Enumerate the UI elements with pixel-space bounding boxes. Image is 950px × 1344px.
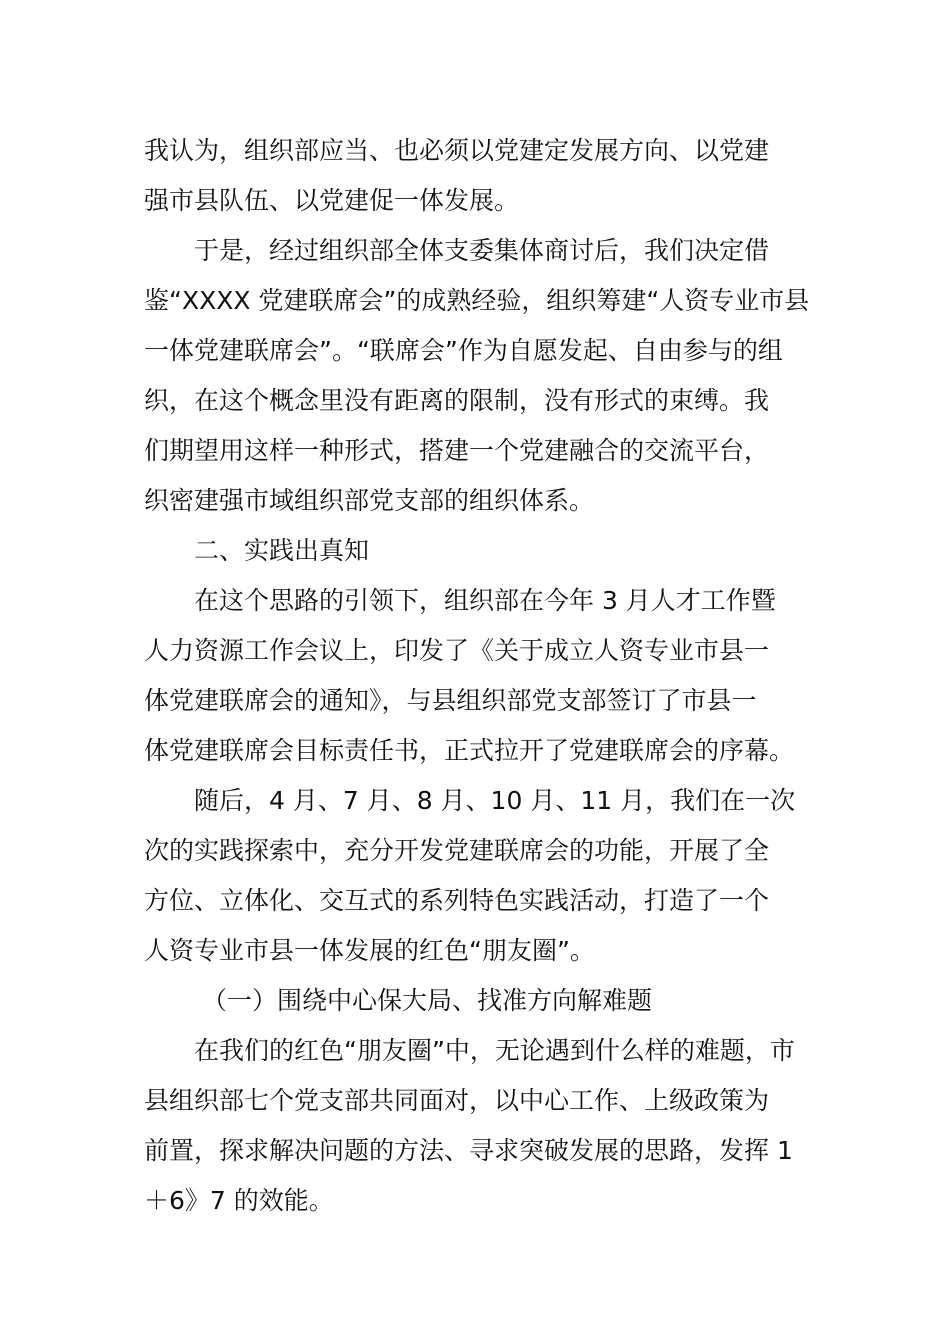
text-line: 县组织部七个党支部共同面对，以中心工作、上级政策为 <box>144 1086 770 1115</box>
text-line: 人力资源工作会议上，印发了《关于成立人资专业市县一 <box>144 636 770 665</box>
document-body <box>144 126 809 1226</box>
text-line: 我认为，组织部应当、也必须以党建定发展方向、以党建 <box>144 136 770 165</box>
subsection-heading: （一）围绕中心保大局、找准方向解难题 <box>202 986 653 1015</box>
text-line: 次的实践探索中，充分开发党建联席会的功能，开展了全 <box>144 836 770 865</box>
text-line: 织密建强市域组织部党支部的组织体系。 <box>144 486 595 515</box>
text-line: 随后，4 月、7 月、8 月、10 月、11 月，我们在一次 <box>194 786 796 815</box>
text-line: 体党建联席会目标责任书，正式拉开了党建联席会的序幕。 <box>144 736 795 765</box>
text-line: 体党建联席会的通知》，与县组织部党支部签订了市县一 <box>144 686 757 715</box>
text-line: 在我们的红色“朋友圈”中，无论遇到什么样的难题，市 <box>194 1036 795 1065</box>
text-line: 在这个思路的引领下，组织部在今年 3 月人才工作暨 <box>194 586 776 615</box>
text-line: 强市县队伍、以党建促一体发展。 <box>144 186 520 215</box>
text-line: 织，在这个概念里没有距离的限制，没有形式的束缚。我 <box>144 386 770 415</box>
text-line: 鉴“XXXX 党建联席会”的成熟经验，组织筹建“人资专业市县 <box>144 286 810 315</box>
text-line: ＋6》7 的效能。 <box>144 1186 334 1215</box>
text-line: 一体党建联席会”。“联席会”作为自愿发起、自由参与的组 <box>144 336 783 365</box>
text-line: 们期望用这样一种形式，搭建一个党建融合的交流平台， <box>144 436 770 465</box>
text-line: 方位、立体化、交互式的系列特色实践活动，打造了一个 <box>144 886 770 915</box>
text-line: 人资专业市县一体发展的红色“朋友圈”。 <box>144 936 595 965</box>
text-line: 前置，探求解决问题的方法、寻求突破发展的思路，发挥 1 <box>144 1136 793 1165</box>
text-line: 于是，经过组织部全体支委集体商讨后，我们决定借 <box>194 236 770 265</box>
section-heading: 二、实践出真知 <box>194 536 370 565</box>
